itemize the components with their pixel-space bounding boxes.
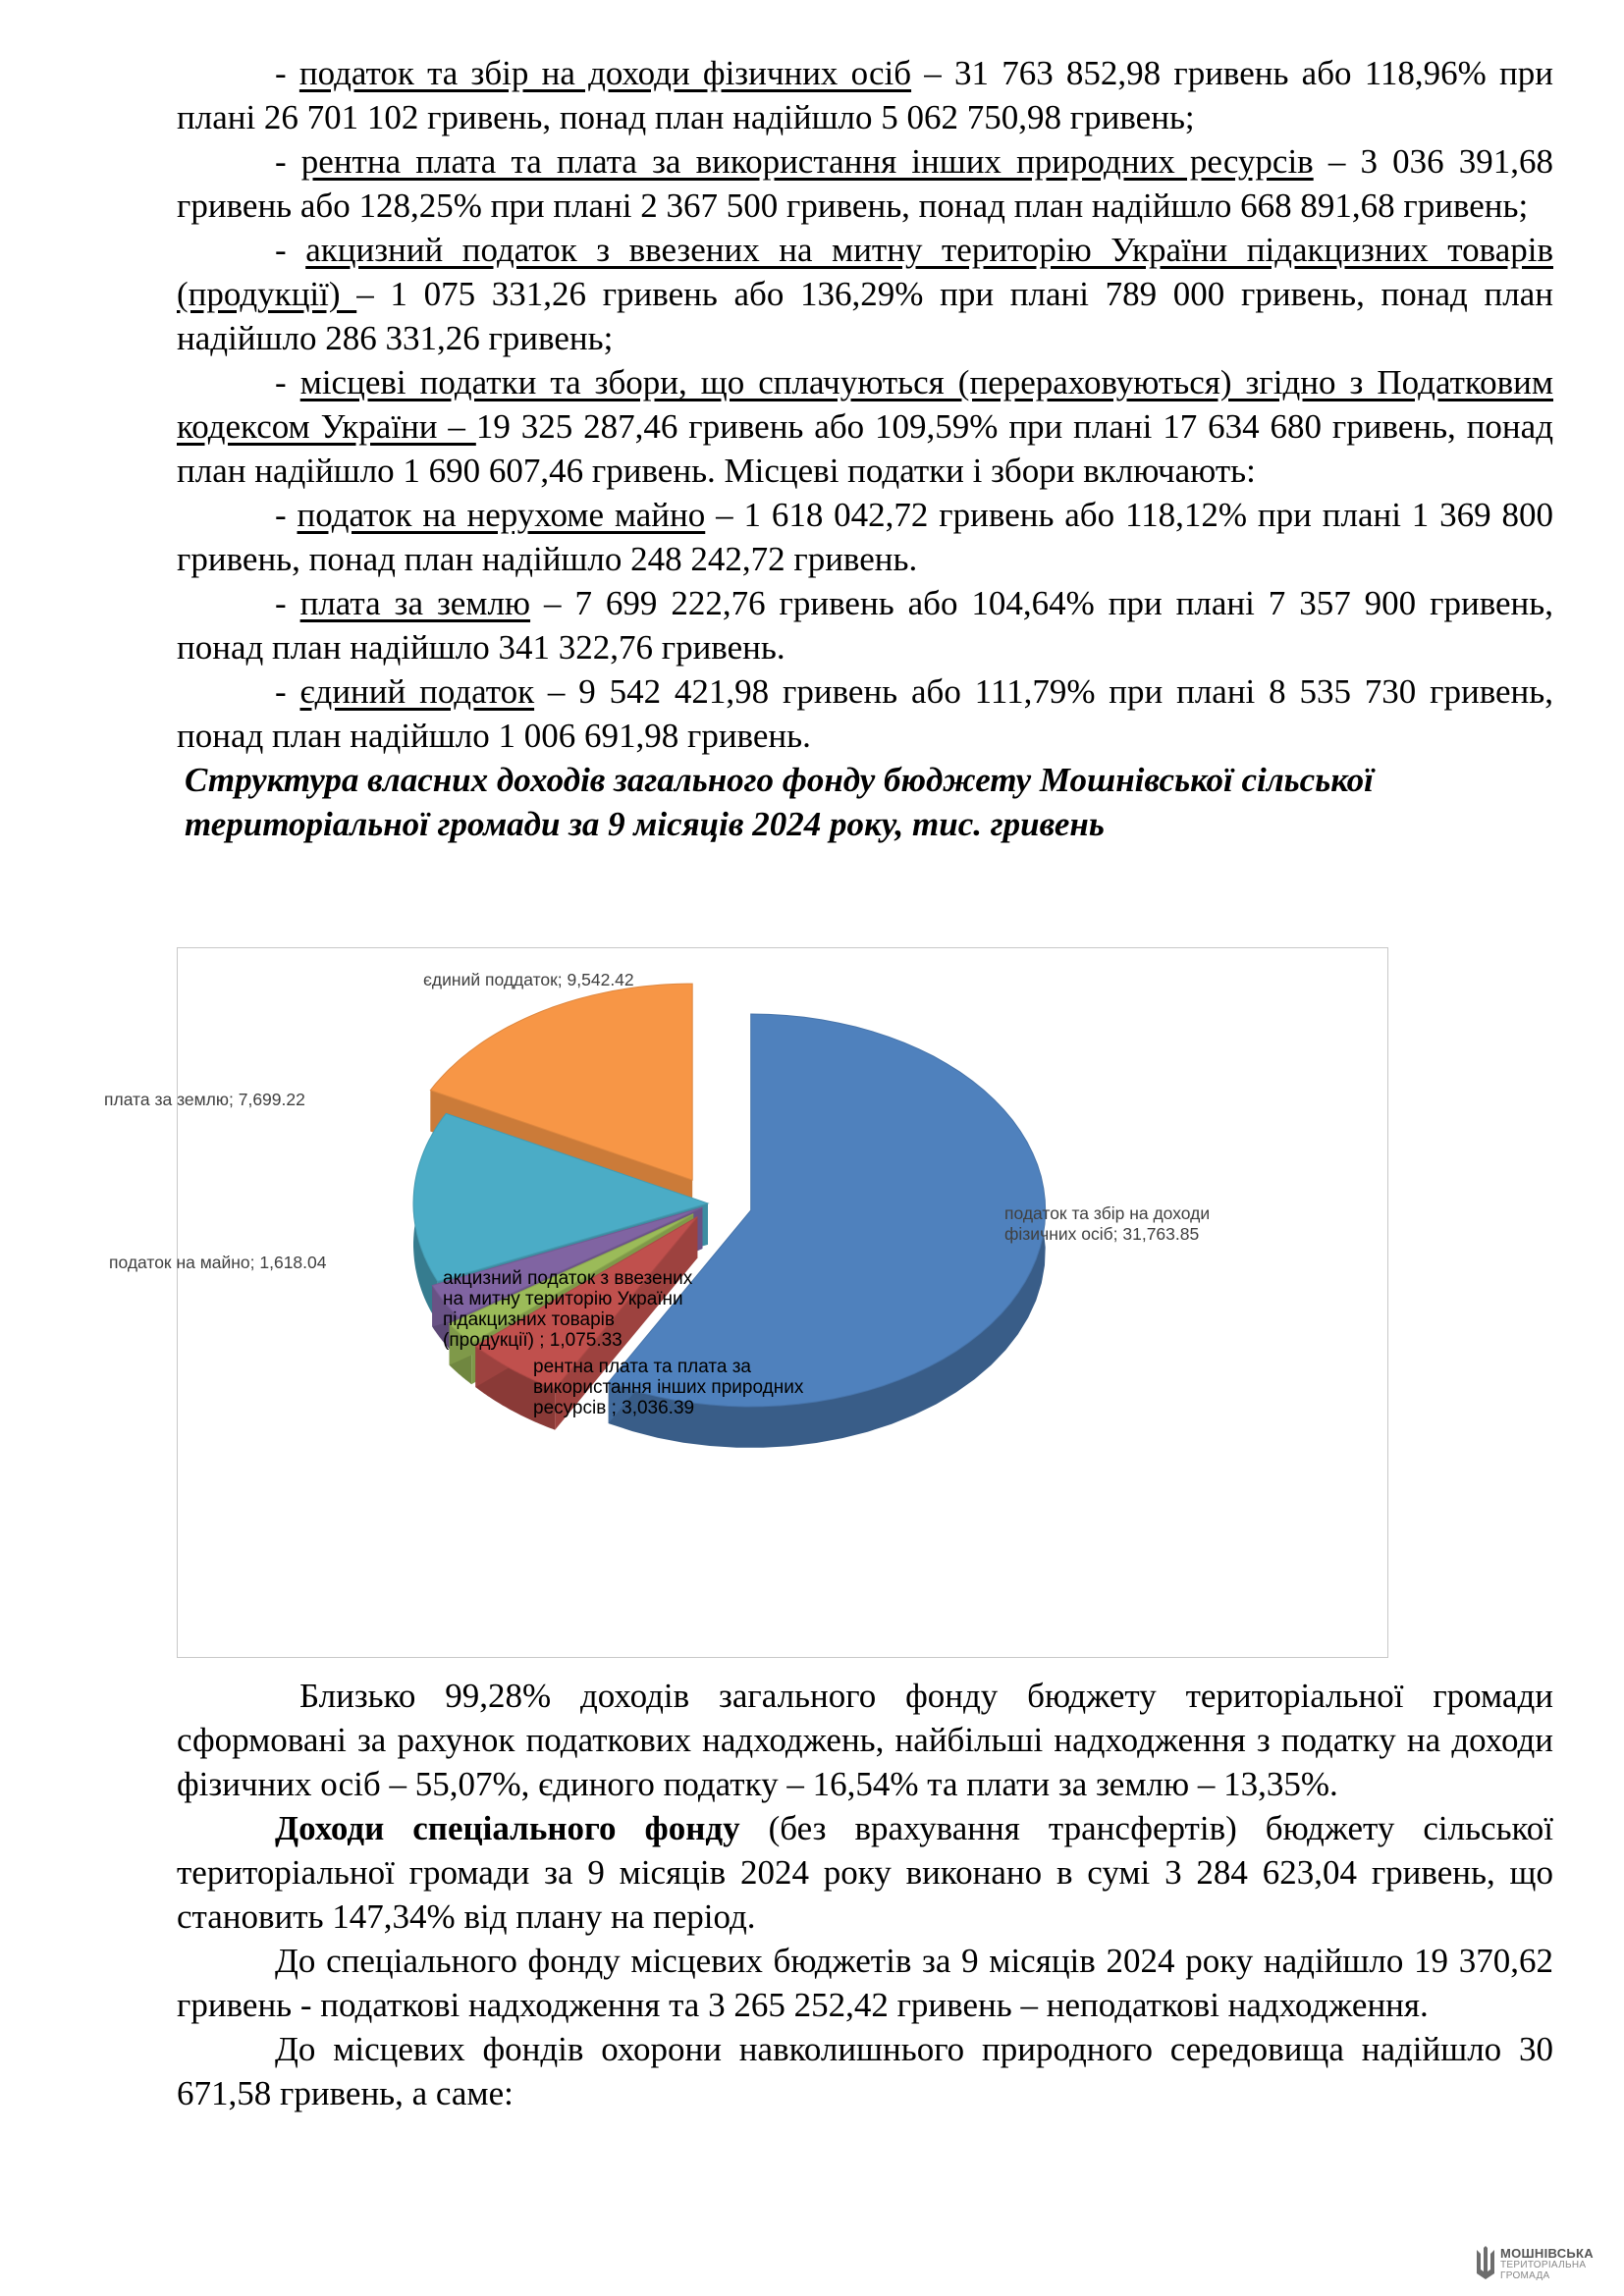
logo-line: МОШНІВСЬКА (1500, 2246, 1594, 2261)
pie-slice-label: податок на майно; 1,618.04 (109, 1253, 327, 1272)
pie-slice-label: акцизний податок з ввезених на митну територію України підакцизних товарів (продукції) ; 1,075.33 (443, 1268, 693, 1351)
list-item: - рентна плата та плата за використання інших природних ресурсів – 3 036 391,68 гривень або 128,25% при плані 2 367 500 гривень, понад план надійшло 668 891,68 гривень; (177, 142, 1554, 225)
list-item: - податок та збір на доходи фізичних осіб – 31 763 852,98 гривень або 118,96% при плані 26 701 102 гривень, понад план надійшло 5 062 750,98 гривень; (177, 54, 1554, 136)
list-item: - місцеві податки та збори, що сплачуються (перераховуються) згідно з Податковим кодексом України – 19 325 287,46 гривень або 109,59% при плані 17 634 680 гривень, понад план надійшло 1 690 607,46 гривень. Місцеві податки і збори включають: (177, 363, 1554, 490)
logo-line: ГРОМАДА (1500, 2270, 1550, 2281)
logo-line: ТЕРИТОРІАЛЬНА (1500, 2260, 1587, 2270)
pie-chart (104, 947, 1388, 1658)
pie-slice-label: податок та збір на доходи фізичних осіб; 31,763.85 (1004, 1203, 1211, 1244)
pie-slice-label: рентна плата та плата за використання інших природних ресурсів ; 3,036.39 (533, 1357, 804, 1418)
list-item: - податок на нерухоме майно – 1 618 042,72 гривень або 118,12% при плані 1 369 800 гривень, понад план надійшло 248 242,72 гривень. (177, 496, 1554, 578)
community-logo (1475, 2246, 1612, 2285)
paragraph: До спеціального фонду місцевих бюджетів за 9 місяців 2024 року надійшло 19 370,62 гривень - податкові надходження та 3 265 252,42 гривень – неподаткові надходження. (177, 1942, 1553, 2024)
list-item: - плата за землю – 7 699 222,76 гривень або 104,64% при плані 7 357 900 гривень, понад план надійшло 341 322,76 гривень. (177, 584, 1553, 667)
pie-slice-label: плата за землю; 7,699.22 (104, 1090, 305, 1109)
list-item: - акцизний податок з ввезених на митну територію України підакцизних товарів (продукції) – 1 075 331,26 гривень або 136,29% при плані 789 000 гривень, понад план надійшло 286 331,26 гривень; (177, 231, 1553, 357)
list-item: - єдиний податок – 9 542 421,98 гривень або 111,79% при плані 8 535 730 гривень, понад план надійшло 1 006 691,98 гривень. (177, 672, 1554, 755)
paragraph: До місцевих фондів охорони навколишнього природного середовища надійшло 30 671,58 гривень, а саме: (177, 2030, 1553, 2112)
chart-title: Структура власних доходів загального фонду бюджету Мошнівської сільської територіальної громади за 9 місяців 2024 року, тис. гривень (185, 761, 1374, 843)
pie-chart-svg (104, 948, 1387, 1657)
paragraph: Близько 99,28% доходів загального фонду бюджету територіальної громади сформовані за рахунок податкових надходжень, найбільші надходження з податку на доходи фізичних осіб – 55,07%, єдиного податку – 16,54% та плати за землю – 13,35%. (177, 1677, 1553, 1803)
document-body-continued (177, 1674, 1553, 2115)
paragraph: Доходи спеціального фонду (без врахування трансфертів) бюджету сільської територіальної громади за 9 місяців 2024 року виконано в сумі 3 284 623,04 гривень, що становить 147,34% від плану на період. (177, 1809, 1553, 1936)
pie-slice-label: єдиний поддаток; 9,542.42 (423, 970, 634, 989)
trident-icon (1475, 2246, 1496, 2283)
document-body (177, 51, 1553, 846)
